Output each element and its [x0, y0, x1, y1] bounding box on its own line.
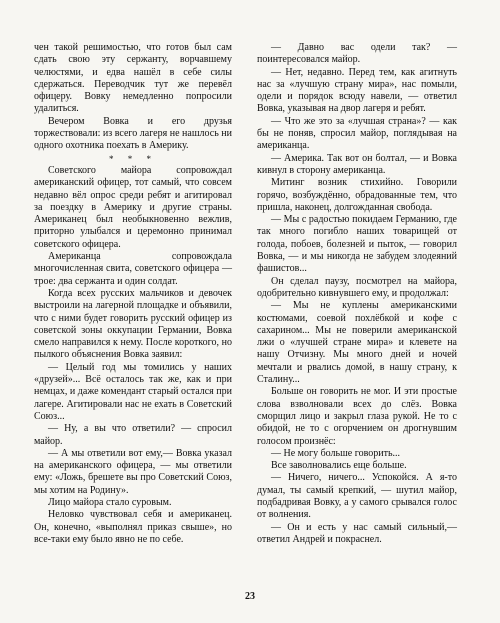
paragraph: Неловко чувствовал себя и американец. Он, конечно, «выполнял приказ свыше», но все-таки ему было явно не по себе.: [34, 509, 232, 545]
paragraph: Все заволновались еще больше.: [271, 460, 407, 472]
paragraph: Американца сопровождала многочисленная свита, советского офицера — трое: два сержанта и один солдат.: [34, 251, 232, 287]
left-column: [34, 42, 232, 546]
paragraph: — Нет, недавно. Перед тем, как агитнуть нас за «лучшую страну мира», нас помыли, одели и порядок всюду навели, — ответил Вовка, указывая на двор лагеря и ребят.: [257, 66, 457, 115]
paragraph: — Ничего, ничего... Успокойся. А я-то думал, ты самый крепкий, — шутил майор, подбадривая Вовку, а у самого срывался голос от волнения.: [257, 472, 457, 521]
paragraph: — Мы не куплены американскими костюмами, соевой похлёбкой и кофе с сахарином... Мы не поверили американской лжи о «лучшей стране мира» и клевете на нашу Отчизну. Мы много дней и ночей мечтали и рвались домой, в нашу страну, к Сталину...: [257, 300, 457, 386]
paragraph: — Он и есть у нас самый сильный,— ответил Андрей и покраснел.: [257, 521, 457, 545]
paragraph: — Ну, а вы что ответили? — спросил майор.: [34, 423, 232, 447]
paragraph: — Что же это за «лучшая страна»? — как бы не поняв, спросил майор, поглядывая на американца.: [257, 115, 457, 152]
right-column: [257, 42, 457, 546]
paragraph: чен такой решимостью, что готов был сам сдать свою эту сержанту, ворчавшему челюстями, и едва нашёл в себе силы сдержаться. Переводчик тут же перевёл офицеру. Вовку немедленно попросили удалиться.: [34, 42, 232, 115]
paragraph: — Америка. Так вот он болтал, — и Вовка кивнул в сторону американца.: [257, 152, 457, 176]
paragraph: Советского майора сопровождал американский офицер, тот самый, что совсем недавно вёл опрос среди ребят и агитировал за поездку в Америку и другие страны. Американец был необыкновенно вежлив, приторно улыбался и церемонно принимал советского офицера.: [34, 164, 232, 250]
paragraph: Когда всех русских мальчиков и девочек выстроили на лагерной площадке и объявили, что с ними будет говорить русский офицер из советской зоны оккупации Германии, Вовка смело направился к нему. После короткого, но пылкого объяснения Вовка заявил:: [34, 287, 232, 361]
paragraph: Больше он говорить не мог. И эти простые слова взволновали всех до слёз. Вовка сморщил лицо и закрыл глаза рукой. Не то с обидой, не то с огорчением он дрогнувшим голосом произнёс:: [257, 386, 457, 447]
paragraph: — Давно вас одели так? — поинтересовался майор.: [257, 42, 457, 66]
page-number: 23: [245, 591, 255, 602]
paragraph: Он сделал паузу, посмотрел на майора, одобрительно кивнувшего ему, и продолжал:: [257, 275, 457, 299]
paragraph: Митинг возник стихийно. Говорили горячо, возбуждённо, обрадованные тем, что пришла, наконец, долгожданная свобода.: [257, 177, 457, 213]
section-break: * * *: [109, 153, 157, 164]
paragraph: — А мы ответили вот ему,— Вовка указал на американского офицера, — мы ответили ему: «Ложь, брешете вы про Советский Союз, мы хотим на Родину».: [34, 447, 232, 496]
paragraph: — Мы с радостью покидаем Германию, где так много погибло наших товарищей от голода, побоев, болезней и пыток, — говорил Вовка, — и мы никогда не забудем злодеяний фашистов...: [257, 214, 457, 275]
paragraph: Лицо майора стало суровым.: [48, 496, 172, 508]
paragraph: — Не могу больше говорить...: [271, 447, 401, 459]
paragraph: Вечером Вовка и его друзья торжествовали: из всего лагеря не нашлось ни одного охотника поехать в Америку.: [34, 115, 232, 152]
paragraph: — Целый год мы томились у наших «друзей»... Всё осталось так же, как и при немцах, и даже комендант старый остался при лагере. Агитировали нас не ехать в Советский Союз...: [34, 361, 232, 422]
